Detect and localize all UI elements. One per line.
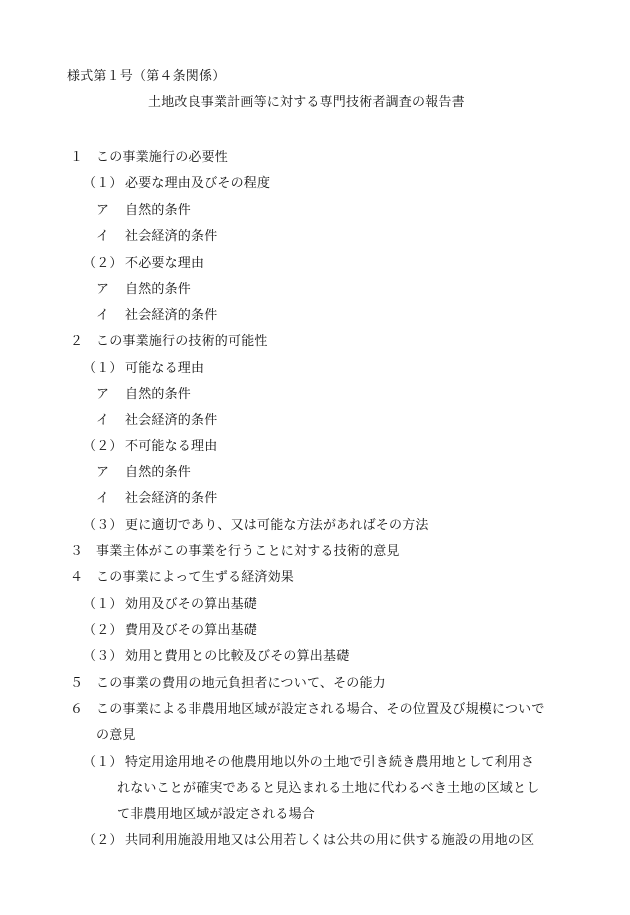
- form-number: 様式第１号（第４条関係）: [67, 69, 226, 84]
- item-text: この事業施行の技術的可能性: [96, 334, 268, 349]
- subitem-text: 効用と費用との比較及びその算出基礎: [125, 649, 350, 664]
- item-number: １: [70, 150, 84, 165]
- subsubitem-text: 社会経済的条件: [125, 413, 218, 428]
- item-number: ３: [70, 544, 84, 559]
- subsubitem-marker: イ: [96, 491, 110, 506]
- item-text: この事業による非農用地区域が設定される場合、その位置及び規模についで: [96, 702, 545, 717]
- item-number: ６: [70, 702, 84, 717]
- subitem-number: （１）: [83, 361, 123, 376]
- subsubitem-marker: イ: [96, 308, 110, 323]
- subsubitem-text: 自然的条件: [125, 203, 192, 218]
- subitem-text-continuation: て非農用地区域が設定される場合: [117, 807, 316, 822]
- item-number: ５: [70, 676, 84, 691]
- subitem-text: 必要な理由及びその程度: [125, 176, 271, 191]
- subitem-text: 特定用途用地その他農用地以外の土地で引き続き農用地として利用さ: [125, 755, 535, 770]
- subsubitem-text: 自然的条件: [125, 465, 192, 480]
- item-text: 事業主体がこの事業を行うことに対する技術的意見: [96, 544, 400, 559]
- subsubitem-text: 自然的条件: [125, 282, 192, 297]
- subitem-number: （３）: [83, 518, 123, 533]
- subsubitem-marker: イ: [96, 413, 110, 428]
- subitem-text: 不必要な理由: [125, 256, 205, 271]
- subsubitem-marker: ア: [96, 203, 110, 218]
- document-title: 土地改良事業計画等に対する専門技術者調査の報告書: [148, 95, 465, 110]
- item-text-continuation: の意見: [96, 728, 136, 743]
- subitem-text: 不可能なる理由: [125, 439, 218, 454]
- subitem-text: 効用及びその算出基礎: [125, 597, 258, 612]
- subsubitem-text: 社会経済的条件: [125, 308, 218, 323]
- subitem-number: （２）: [83, 623, 123, 638]
- subitem-text: 費用及びその算出基礎: [125, 623, 258, 638]
- subitem-text: 更に適切であり、又は可能な方法があればその方法: [125, 518, 429, 533]
- subitem-number: （１）: [83, 755, 123, 770]
- subitem-number: （１）: [83, 597, 123, 612]
- item-number: ４: [70, 570, 84, 585]
- item-text: この事業によって生ずる経済効果: [96, 570, 295, 585]
- subitem-number: （３）: [83, 649, 123, 664]
- subitem-number: （２）: [83, 833, 123, 848]
- subsubitem-text: 自然的条件: [125, 387, 192, 402]
- subsubitem-text: 社会経済的条件: [125, 229, 218, 244]
- item-text: この事業施行の必要性: [96, 150, 229, 165]
- item-number: ２: [70, 334, 84, 349]
- subsubitem-marker: ア: [96, 387, 110, 402]
- subitem-number: （２）: [83, 439, 123, 454]
- subitem-text-continuation: れないことが確実であると見込まれる土地に代わるべき土地の区域とし: [117, 781, 540, 796]
- subitem-number: （１）: [83, 176, 123, 191]
- subsubitem-marker: イ: [96, 229, 110, 244]
- subsubitem-marker: ア: [96, 465, 110, 480]
- subsubitem-marker: ア: [96, 282, 110, 297]
- subsubitem-text: 社会経済的条件: [125, 491, 218, 506]
- subitem-text: 可能なる理由: [125, 361, 205, 376]
- subitem-number: （２）: [83, 256, 123, 271]
- subitem-text: 共同利用施設用地又は公用若しくは公共の用に供する施設の用地の区: [125, 833, 535, 848]
- item-text: この事業の費用の地元負担者について、その能力: [96, 676, 386, 691]
